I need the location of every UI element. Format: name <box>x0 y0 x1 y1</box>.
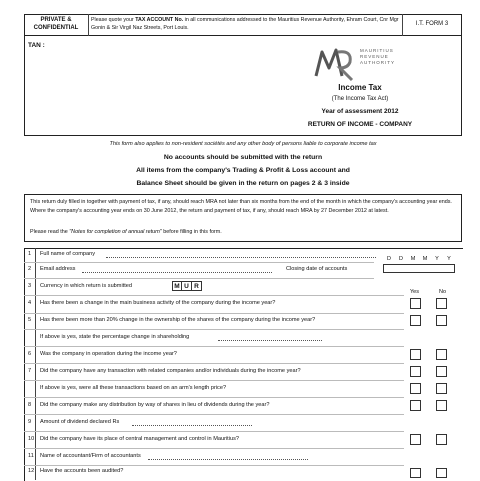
q12-yes-checkbox[interactable] <box>410 468 421 478</box>
dividend-amount-field[interactable] <box>132 425 252 426</box>
question-text: Has there been more than 20% change in the ownership of the shares of the company during the income year? <box>40 317 316 323</box>
title-return: RETURN OF INCOME - COMPANY <box>307 121 413 128</box>
instructions-para: This return duly filled in together with payment of tax, if any, should reach MRA not later than six months from the end of the month in which the company's accounting year ends. Where the company's accounting year ends on 30 June 2012, the return and payment of tax, if any, should reach MRA by 27 December 2012 at latest. <box>30 199 452 214</box>
closing-date-label: Closing date of accounts <box>286 266 348 272</box>
logo-text-line2: REVENUE <box>360 54 389 59</box>
question-number: 10 <box>28 436 35 442</box>
question-subtext: If above is yes, state the percentage change in shareholding <box>40 334 190 340</box>
q7b-yes-checkbox[interactable] <box>410 383 421 394</box>
q8-yes-checkbox[interactable] <box>410 400 421 411</box>
q7-no-checkbox[interactable] <box>436 366 447 377</box>
question-text: Amount of dividend declared Rs <box>40 419 120 425</box>
question-number: 12 <box>28 468 35 474</box>
q5-yes-checkbox[interactable] <box>410 315 421 326</box>
q6-yes-checkbox[interactable] <box>410 349 421 360</box>
question-number: 9 <box>28 419 32 425</box>
closing-date-field[interactable] <box>383 264 455 273</box>
full-name-field[interactable] <box>106 257 376 258</box>
question-number: 11 <box>28 453 34 459</box>
tan-label: TAN : <box>28 42 45 49</box>
title-year: Year of assessment 2012 <box>321 108 399 115</box>
no-column-label: No <box>439 289 447 295</box>
title-income-tax: Income Tax <box>338 83 382 92</box>
question-text: Have the accounts been audited? <box>40 468 124 474</box>
question-number: 2 <box>28 266 32 272</box>
question-text: Has there been a change in the main business activity of the company during the income year? <box>40 300 276 306</box>
question-number: 7 <box>28 368 32 374</box>
currency-code-boxes[interactable] <box>172 281 202 291</box>
question-text: Email address <box>40 266 76 272</box>
question-text: Name of accountant/Firm of accountants <box>40 453 141 459</box>
question-number: 3 <box>28 283 32 289</box>
q10-yes-checkbox[interactable] <box>410 434 421 445</box>
currency-char: M <box>172 281 182 291</box>
accountant-name-field[interactable] <box>148 459 308 460</box>
question-text: Full name of company <box>40 251 96 257</box>
title-act: (The Income Tax Act) <box>331 96 389 102</box>
yes-column-label: Yes <box>410 289 419 295</box>
notes-line1: No accounts should be submitted with the return <box>163 154 323 161</box>
private-confidential-label: PRIVATE & CONFIDENTIAL <box>33 17 79 31</box>
q5-no-checkbox[interactable] <box>436 315 447 326</box>
notes-italic: This form also applies to non-resident sociétés and any other body of persons liable to corporate income tax <box>109 141 377 147</box>
q7-yes-checkbox[interactable] <box>410 366 421 377</box>
question-text: Did the company have any transaction with related companies and/or individuals during the income year? <box>40 368 301 374</box>
shareholding-change-field[interactable] <box>218 340 322 341</box>
question-number: 8 <box>28 402 32 408</box>
notes-line2: All items from the company's Trading & Profit & Loss account and <box>136 167 350 174</box>
instructions-read: Please read the "Notes for completion of annual return" before filling in this form. <box>30 229 222 235</box>
question-text: Did the company have its place of central management and control in Mauritius? <box>40 436 239 442</box>
date-format-labels: D D M M Y Y <box>387 256 451 262</box>
header-notice: Please quote your TAX ACCOUNT No. in all communications addressed to the Mauritius Revenue Authority, Ehram Court, Cnr Mgr Gonin & Sir Virgil Naz Streets, Port Louis. <box>91 17 399 31</box>
question-number: 5 <box>28 317 32 323</box>
q8-no-checkbox[interactable] <box>436 400 447 411</box>
logo-text-line3: AUTHORITY <box>360 60 396 65</box>
currency-char: R <box>192 281 202 291</box>
mra-logo <box>312 42 402 82</box>
question-number: 4 <box>28 300 32 306</box>
question-text: Currency in which return is submitted <box>40 283 133 289</box>
question-number: 6 <box>28 351 32 357</box>
form-id: I.T. FORM 3 <box>415 21 449 27</box>
email-field[interactable] <box>82 272 272 273</box>
q6-no-checkbox[interactable] <box>436 349 447 360</box>
logo-text-line1: MAURITIUS <box>360 48 394 53</box>
question-number: 1 <box>28 251 32 257</box>
question-text: Was the company in operation during the income year? <box>40 351 177 357</box>
question-subtext: If above is yes, were all these transactions based on an arm's length price? <box>40 385 227 391</box>
currency-char: U <box>182 281 192 291</box>
question-text: Did the company make any distribution by way of shares in lieu of dividends during the year? <box>40 402 270 408</box>
q4-yes-checkbox[interactable] <box>410 298 421 309</box>
notes-line3: Balance Sheet should be given in the return on pages 2 & 3 inside <box>136 180 350 187</box>
q4-no-checkbox[interactable] <box>436 298 447 309</box>
q12-no-checkbox[interactable] <box>436 468 447 478</box>
q7b-no-checkbox[interactable] <box>436 383 447 394</box>
q10-no-checkbox[interactable] <box>436 434 447 445</box>
